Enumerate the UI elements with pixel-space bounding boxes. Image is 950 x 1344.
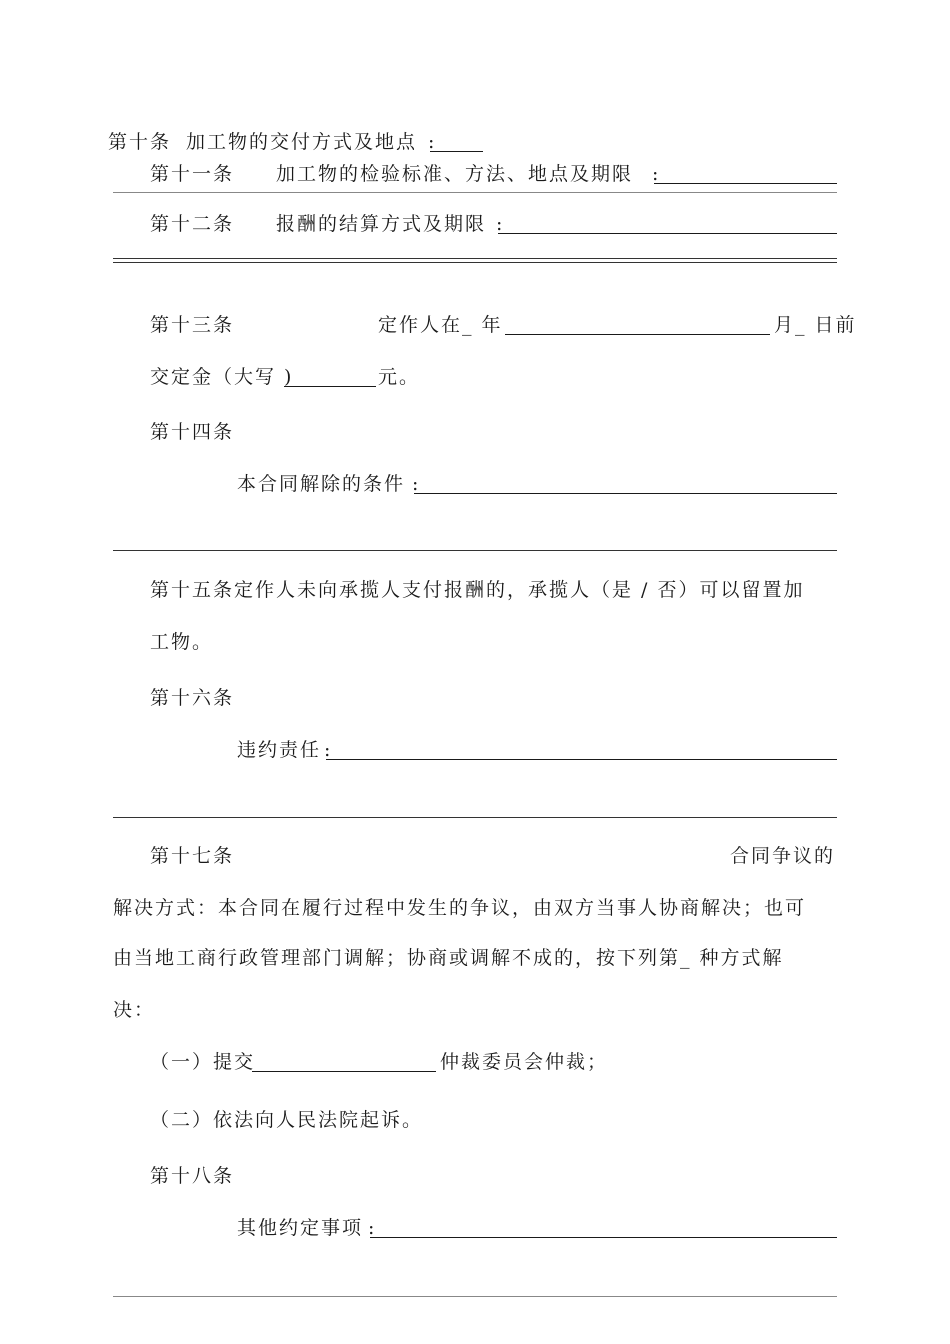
article-11-blank (654, 183, 837, 184)
article-13-line1-post: 月_ 日前 (774, 314, 857, 336)
article-16-text: 违约责任 (237, 739, 322, 761)
divider (113, 550, 837, 551)
article-13-blank-amount (284, 386, 376, 387)
article-11-colon: : (652, 163, 661, 185)
article-18-colon: : (368, 1217, 377, 1239)
article-17-line3: 由当地工商行政管理部门调解；协商或调解不成的，按下列第_ 种方式解 (113, 947, 784, 969)
article-13-line2-pre: 交定金（大写 (150, 366, 277, 388)
article-17-line2: 解决方式：本合同在履行过程中发生的争议，由双方当事人协商解决；也可 (113, 897, 807, 919)
article-17-option-1-post: 仲裁委员会仲裁； (440, 1051, 609, 1073)
article-12-colon: : (496, 213, 505, 235)
article-16-colon: : (324, 739, 333, 761)
article-13-line1-pre: 定作人在_ 年 (378, 314, 503, 336)
article-14-colon: : (412, 473, 421, 495)
article-17-option-2: （二）依法向人民法院起诉。 (150, 1109, 424, 1131)
article-18-number: 第十八条 (150, 1165, 235, 1187)
article-14-number: 第十四条 (150, 421, 235, 443)
article-12-blank (498, 233, 837, 234)
divider (113, 1296, 837, 1297)
article-12-number: 第十二条 (150, 213, 235, 235)
article-16-blank (326, 759, 837, 760)
article-17-option-1-blank (252, 1071, 436, 1072)
article-13-line2-post: 元。 (378, 366, 421, 388)
article-15-line2: 工物。 (150, 631, 214, 653)
article-14-blank (414, 493, 837, 494)
article-10-number: 第十条 (108, 131, 172, 153)
article-12-text: 报酬的结算方式及期限 (276, 213, 487, 235)
article-10-blank (430, 151, 483, 152)
article-10-colon: : (428, 131, 437, 153)
article-13-number: 第十三条 (150, 314, 235, 336)
double-divider (113, 258, 837, 259)
article-11-text: 加工物的检验标准、方法、地点及期限 (276, 163, 634, 185)
article-18-text: 其他约定事项 (237, 1217, 364, 1239)
divider (113, 192, 837, 193)
article-17-line4: 决： (113, 999, 156, 1021)
divider (113, 817, 837, 818)
article-16-number: 第十六条 (150, 687, 235, 709)
article-18-blank (370, 1237, 837, 1238)
article-13-blank-month (505, 334, 770, 335)
article-17-option-1-pre: （一）提交 (150, 1051, 256, 1073)
article-14-text: 本合同解除的条件 (237, 473, 406, 495)
article-11-number: 第十一条 (150, 163, 235, 185)
article-13-line2-paren: ) (284, 366, 294, 388)
article-17-line1-right: 合同争议的 (730, 845, 836, 867)
article-15-line1: 第十五条定作人未向承揽人支付报酬的，承揽人（是 / 否）可以留置加 (150, 579, 805, 601)
article-17-number: 第十七条 (150, 845, 235, 867)
article-10-text: 加工物的交付方式及地点 (186, 131, 418, 153)
